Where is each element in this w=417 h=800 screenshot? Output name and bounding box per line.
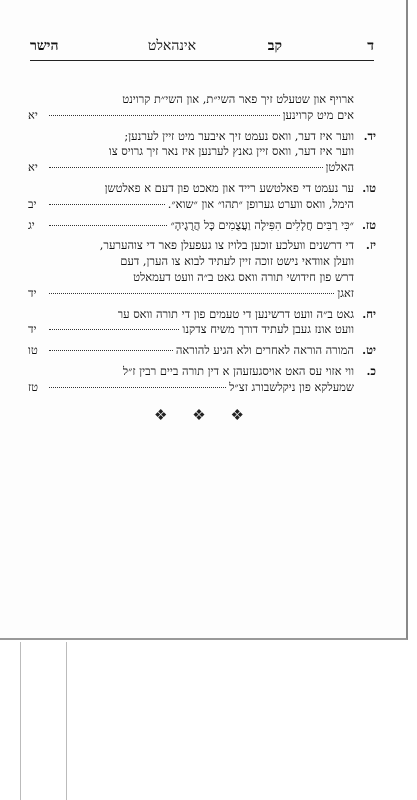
book-title: הישר [30, 38, 59, 54]
entry-body [28, 218, 354, 234]
toc-entry [28, 181, 376, 213]
dot-leader [49, 224, 167, 226]
dot-leader [49, 203, 165, 205]
entry-number: טו. [362, 180, 376, 195]
entry-line [28, 380, 354, 396]
entry-line [28, 286, 354, 302]
entry-line [28, 364, 354, 380]
page-ref: יב [28, 196, 37, 211]
header-divider [30, 60, 374, 61]
entry-text: גאט ב״ה וועט דרשינען די טעמים פון די תורה וואס ער [117, 306, 354, 321]
entry-text: המורה הוראה לאחרים ולא הגיע להוראה [175, 343, 354, 358]
dot-leader [49, 386, 226, 388]
scan-background [0, 642, 417, 800]
entry-text: אים מיט קרוינען [282, 107, 354, 122]
dot-leader [49, 166, 323, 168]
entry-text: ווער איז דער, וואס זיין גאנץ לערנען איז נאר זיך גרויס צו [108, 144, 354, 159]
toc-entry [28, 218, 376, 234]
entry-line [28, 218, 354, 234]
entry-number: טז. [361, 217, 376, 232]
dot-leader [49, 292, 334, 294]
entry-line [28, 144, 354, 160]
page-letter: ד [367, 38, 374, 54]
entry-text: ארויף און שטעלט זיך פאר השי״ת, און השי״ת קרוינט [122, 92, 354, 106]
entry-line [28, 238, 354, 254]
toc-entry-continued [28, 92, 376, 124]
entry-line [28, 92, 354, 108]
entry-number: יז. [365, 238, 376, 253]
entry-line [28, 254, 354, 270]
entry-line [28, 160, 354, 176]
entry-body [28, 181, 354, 213]
entry-line [28, 181, 354, 197]
entry-line [28, 343, 354, 359]
dot-leader [49, 328, 179, 330]
contents-title: אינהאלט [147, 38, 196, 54]
entry-text: דרש פון חידושי תורה וואס גאט ב״ה וועט דעמאלט [133, 269, 354, 284]
page-ref: יד [28, 285, 37, 300]
entry-body [28, 92, 354, 124]
toc-entry [28, 343, 376, 359]
entry-number: כ. [366, 363, 376, 378]
entry-text: די דרשנים וועלכע זוכען בלויז צו געפעלן פאר די צוהערער, [99, 238, 354, 253]
entry-number: יט. [362, 343, 376, 358]
page-ref: טו [28, 343, 38, 358]
ornament-divider: ❖ ❖ ❖ [154, 406, 254, 424]
toc-entry [28, 129, 376, 176]
entry-text: זאגן [337, 285, 354, 300]
entry-text: שמעלקא פון ניקלשבורג זצ״ל [229, 379, 354, 394]
page-ref: יא [28, 160, 38, 175]
entry-number: יח. [362, 306, 376, 321]
table-of-contents [28, 92, 376, 401]
entry-line [28, 129, 354, 145]
running-header [30, 38, 374, 58]
entry-line [28, 108, 354, 124]
page-ref: יא [28, 107, 38, 122]
entry-body [28, 307, 354, 339]
dot-leader [49, 349, 173, 351]
entry-text: ווי אזוי עס האט אויסגעזעהן א דין תורה ביים רבין ז״ל [122, 363, 354, 378]
entry-text: ווער איז דער, וואס נעמט זיך איבער מיט זיין לערנען; [124, 128, 354, 143]
page-ref: יג [28, 217, 35, 232]
page-ref: יד [28, 322, 37, 337]
scan-edge-line [66, 642, 67, 800]
entry-text: הימל, וואס ווערט גערופן ״תהו״ און ״שוא״. [167, 196, 354, 211]
page-ref: טז [28, 379, 39, 394]
entry-body [28, 343, 354, 359]
entry-line [28, 322, 354, 338]
toc-entry [28, 307, 376, 339]
entry-text: וועלן אוודאי נישט זוכה זיין לעתיד לבוא צו הערן, דעם [120, 254, 354, 269]
entry-body [28, 238, 354, 301]
toc-entry [28, 364, 376, 396]
page-number: קב [267, 38, 282, 54]
entry-text: האלטן [325, 160, 354, 175]
dot-leader [49, 114, 280, 116]
entry-text: וועט אונז געבן לעתיד דורך משיח צדקנו [182, 322, 354, 337]
scan-edge-line [20, 642, 21, 800]
entry-body [28, 129, 354, 176]
toc-entry [28, 238, 376, 301]
entry-text: ״כִּי רַבִּים חֲלָלִים הִפִּילָה וַעֲצֻמִים כָּל הֲרֻגֶיהָ״ [170, 217, 354, 232]
entry-body [28, 364, 354, 396]
entry-text: ער נעמט די פאלטשע רייד און מאכט פון דעם א פאלטשן [104, 180, 354, 195]
entry-line [28, 307, 354, 323]
entry-line [28, 270, 354, 286]
entry-number: יד. [363, 128, 376, 143]
entry-line [28, 197, 354, 213]
